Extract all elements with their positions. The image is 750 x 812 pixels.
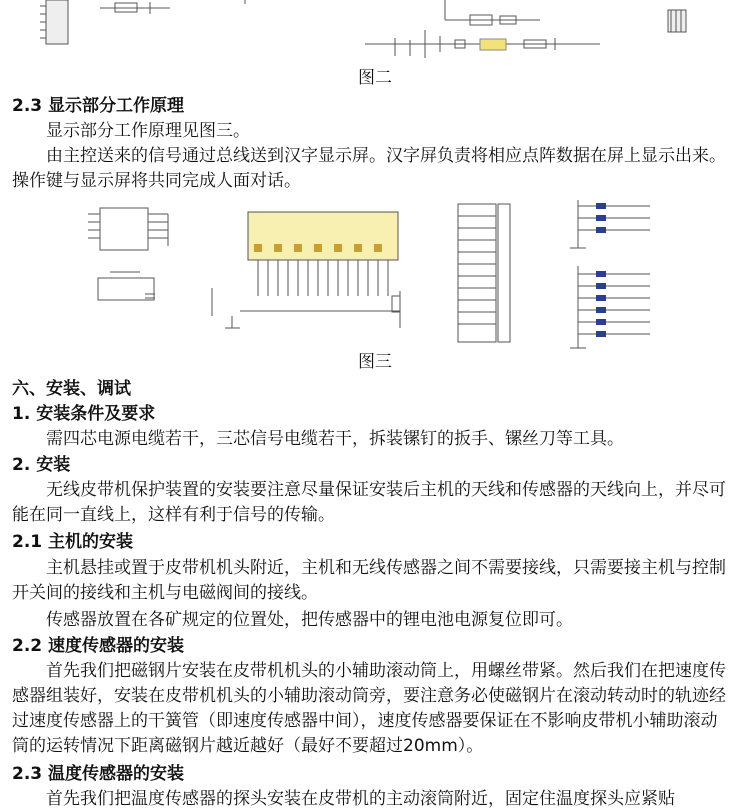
subsection-heading: 2.2 速度传感器的安装 <box>12 636 185 656</box>
figure-2-schematic <box>0 0 750 66</box>
section-heading-display: 2.3 显示部分工作原理 <box>12 96 185 116</box>
paragraph: 首先我们把磁钢片安装在皮带机机头的小辅助滚动筒上，用螺丝带紧。然后我们在把速度传感器组装好，安装在皮带机机头的小辅助滚动筒旁，要注意务必使磁钢片在滚动转动时的轨迹经过速度传感器上的干簧管（即速度传感器中间），速度传感器要保证在不影响皮带机小辅助滚动筒的运转情况下距离磁钢片越近越好（最好不要超过20mm）。 <box>12 661 726 756</box>
subsection-heading: 1. 安装条件及要求 <box>12 404 156 424</box>
subsection-heading: 2.1 主机的安装 <box>12 532 134 552</box>
figure-3-caption: 图三 <box>358 352 392 372</box>
paragraph: 首先我们把温度传感器的探头安装在皮带机的主动滚筒附近，固定住温度探头应紧贴 <box>46 789 675 809</box>
paragraph: 显示部分工作原理见图三。 <box>46 121 250 141</box>
subsection-heading: 2. 安装 <box>12 455 71 475</box>
paragraph: 主机悬挂或置于皮带机机头附近，主机和无线传感器之间不需要接线，只需要接主机与控制开关间的接线和主机与电磁阀间的接线。 <box>12 558 726 603</box>
figure-2-caption: 图二 <box>358 68 392 88</box>
paragraph: 传感器放置在各矿规定的位置处，把传感器中的锂电池电源复位即可。 <box>46 610 573 630</box>
paragraph: 无线皮带机保护装置的安装要注意尽量保证安装后主机的天线和传感器的天线向上，并尽可能在同一直线上，这样有利于信号的传输。 <box>12 480 726 525</box>
paragraph: 由主控送来的信号通过总线送到汉字显示屏。汉字屏负责将相应点阵数据在屏上显示出来。操作键与显示屏将共同完成人面对话。 <box>12 146 726 191</box>
subsection-heading: 2.3 温度传感器的安装 <box>12 764 185 784</box>
paragraph: 需四芯电源电缆若干，三芯信号电缆若干，拆装镙钉的扳手、镙丝刀等工具。 <box>46 429 624 449</box>
section-heading-install: 六、安装、调试 <box>12 379 131 399</box>
figure-3-schematic <box>0 196 750 356</box>
